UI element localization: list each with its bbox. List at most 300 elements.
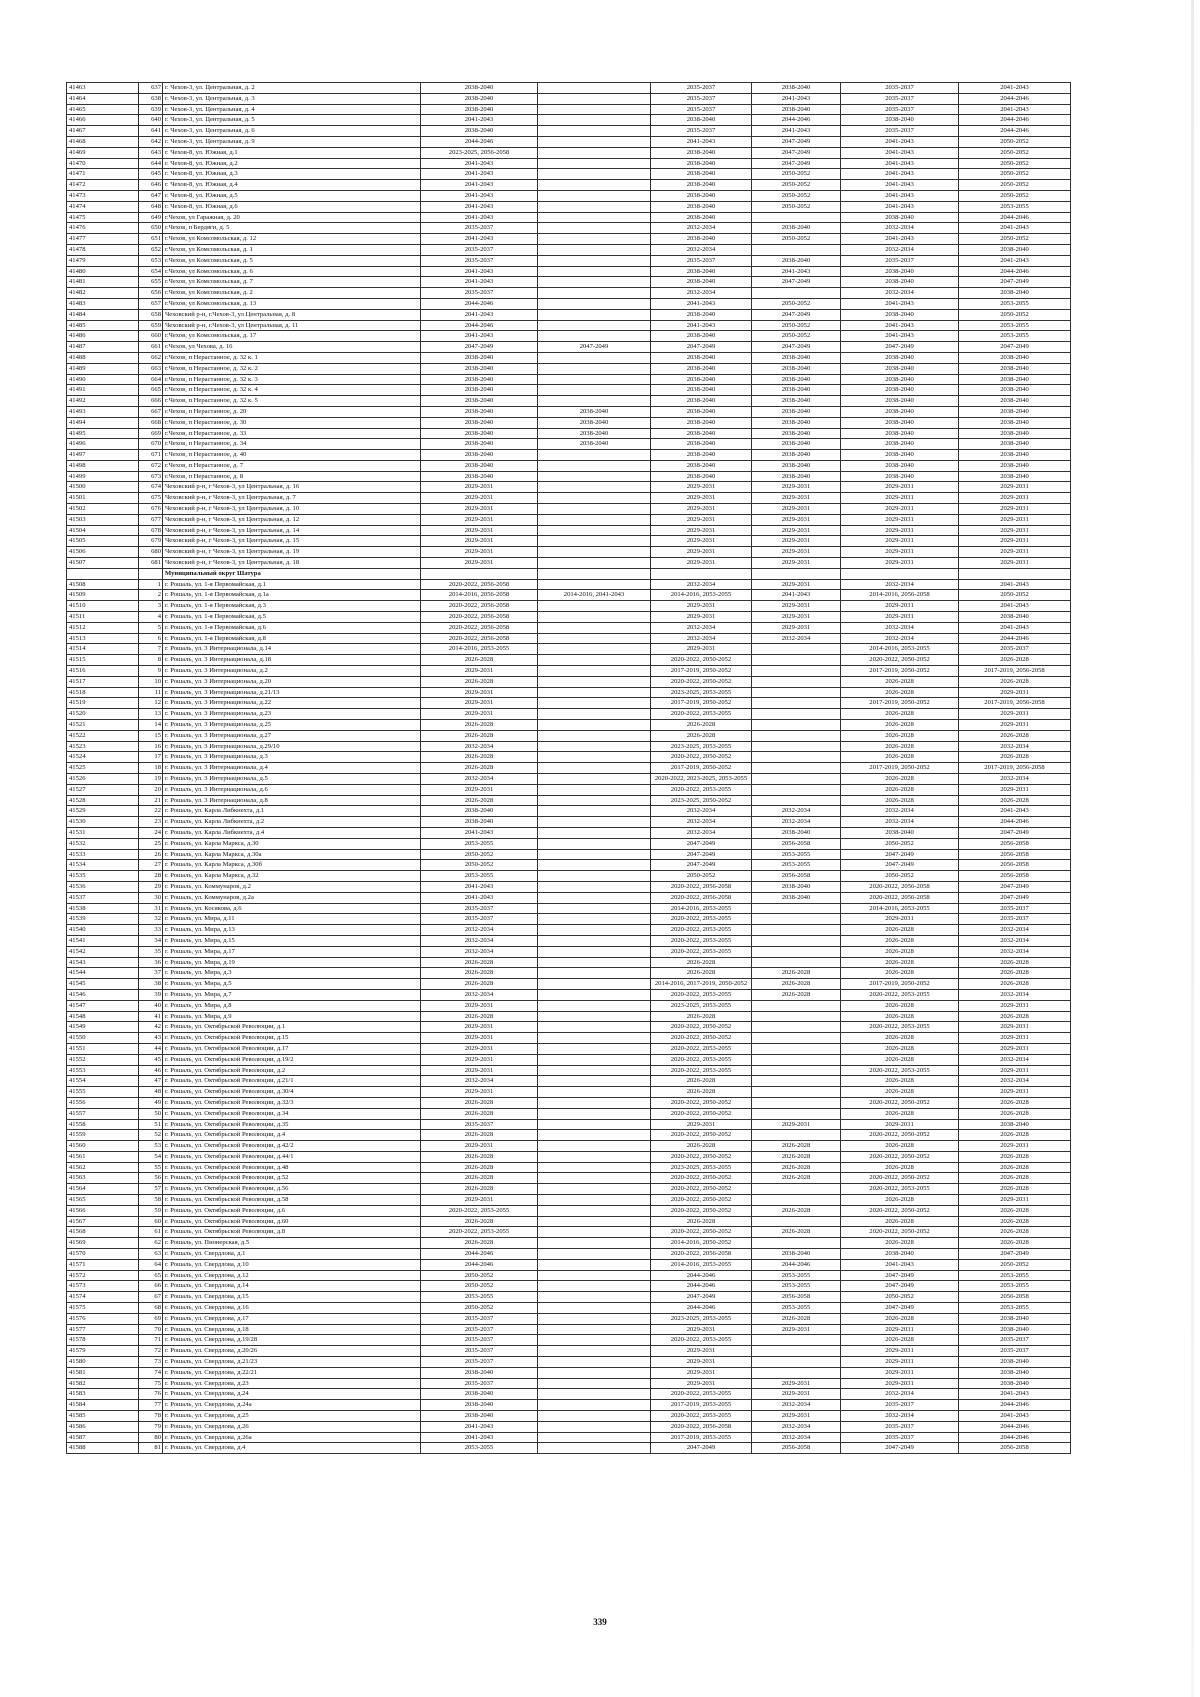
row-id-cell: 41473 <box>67 190 139 201</box>
period-col-3-cell: 2047-2049 <box>651 342 752 353</box>
period-col-6-cell: 2029-2031 <box>959 1087 1071 1098</box>
item-number-cell: 71 <box>139 1335 163 1346</box>
row-id-cell: 41513 <box>67 633 139 644</box>
period-col-3-cell: 2020-2022, 2053-2055 <box>651 1054 752 1065</box>
row-id-cell: 41545 <box>67 979 139 990</box>
item-number-cell: 651 <box>139 234 163 245</box>
period-col-4-cell: 2038-2040 <box>752 471 841 482</box>
period-col-4-cell: 2038-2040 <box>752 223 841 234</box>
period-col-1-cell: 2029-2031 <box>421 514 538 525</box>
address-cell: Чеховский р-н, г Чехов-3, ул Центральная, д. 12 <box>163 514 421 525</box>
period-col-2-cell <box>538 1367 651 1378</box>
period-col-3-cell: 2020-2022, 2050-2052 <box>651 1033 752 1044</box>
table-row <box>67 1216 1071 1227</box>
period-col-6-cell: 2038-2040 <box>959 396 1071 407</box>
period-col-5-cell: 2026-2028 <box>841 1195 959 1206</box>
item-number-cell: 55 <box>139 1162 163 1173</box>
period-col-2-cell <box>538 795 651 806</box>
period-col-2-cell <box>538 774 651 785</box>
row-id-cell: 41492 <box>67 396 139 407</box>
period-col-6-cell: 2035-2037 <box>959 903 1071 914</box>
period-col-1-cell: 2038-2040 <box>421 396 538 407</box>
item-number-cell: 675 <box>139 493 163 504</box>
period-col-1-cell: 2020-2022, 2056-2058 <box>421 579 538 590</box>
period-col-3-cell: 2032-2034 <box>651 288 752 299</box>
period-col-6-cell: 2038-2040 <box>959 1324 1071 1335</box>
period-col-2-cell <box>538 1421 651 1432</box>
period-col-5-cell: 2032-2034 <box>841 244 959 255</box>
item-number-cell: 58 <box>139 1195 163 1206</box>
period-col-2-cell <box>538 568 651 579</box>
period-col-3-cell: 2041-2043 <box>651 136 752 147</box>
item-number-cell: 32 <box>139 914 163 925</box>
period-col-2-cell <box>538 914 651 925</box>
table-row <box>67 1065 1071 1076</box>
period-col-5-cell: 2038-2040 <box>841 417 959 428</box>
item-number-cell: 13 <box>139 709 163 720</box>
period-col-5-cell: 2038-2040 <box>841 266 959 277</box>
period-col-1-cell: 2041-2043 <box>421 169 538 180</box>
table-row <box>67 1238 1071 1249</box>
period-col-5-cell: 2029-2031 <box>841 612 959 623</box>
row-id-cell: 41549 <box>67 1022 139 1033</box>
period-col-3-cell: 2032-2034 <box>651 223 752 234</box>
period-col-2-cell <box>538 838 651 849</box>
period-col-3-cell: 2020-2022, 2053-2055 <box>651 1043 752 1054</box>
period-col-6-cell: 2026-2028 <box>959 1227 1071 1238</box>
period-col-3-cell: 2026-2028 <box>651 1011 752 1022</box>
period-col-3-cell: 2038-2040 <box>651 352 752 363</box>
table-row <box>67 1313 1071 1324</box>
period-col-5-cell: 2029-2031 <box>841 1119 959 1130</box>
table-row <box>67 547 1071 558</box>
period-col-5-cell: 2032-2034 <box>841 633 959 644</box>
table-row <box>67 817 1071 828</box>
item-number-cell: 27 <box>139 860 163 871</box>
period-col-3-cell: 2038-2040 <box>651 417 752 428</box>
item-number-cell: 78 <box>139 1411 163 1422</box>
period-col-6-cell: 2026-2028 <box>959 1011 1071 1022</box>
table-row <box>67 352 1071 363</box>
table-row <box>67 169 1071 180</box>
item-number-cell: 639 <box>139 104 163 115</box>
table-row <box>67 1097 1071 1108</box>
item-number-cell: 64 <box>139 1259 163 1270</box>
item-number-cell: 659 <box>139 320 163 331</box>
table-row <box>67 1087 1071 1098</box>
row-id-cell: 41553 <box>67 1065 139 1076</box>
row-id-cell: 41487 <box>67 342 139 353</box>
period-col-1-cell: 2026-2028 <box>421 763 538 774</box>
period-col-3-cell: 2038-2040 <box>651 439 752 450</box>
period-col-3-cell: 2038-2040 <box>651 115 752 126</box>
period-col-1-cell: 2053-2055 <box>421 1443 538 1454</box>
address-cell: г. Рошаль, ул. 1-я Первомайская, д.3 <box>163 601 421 612</box>
period-col-4-cell <box>752 730 841 741</box>
address-cell: г. Рошаль, ул. Свердлова, д.24 <box>163 1389 421 1400</box>
table-row <box>67 158 1071 169</box>
period-col-2-cell <box>538 136 651 147</box>
table-row <box>67 1378 1071 1389</box>
table-row <box>67 1357 1071 1368</box>
row-id-cell: 41511 <box>67 612 139 623</box>
period-col-4-cell: 2029-2031 <box>752 547 841 558</box>
period-col-6-cell: 2044-2046 <box>959 817 1071 828</box>
address-cell: г. Рошаль, ул. Октябрьской Революции, д.35 <box>163 1119 421 1130</box>
period-col-5-cell: 2029-2031 <box>841 1324 959 1335</box>
period-col-4-cell: 2050-2052 <box>752 320 841 331</box>
period-col-6-cell: 2038-2040 <box>959 1367 1071 1378</box>
address-cell: г. Рошаль, ул. Мира, д.11 <box>163 914 421 925</box>
period-col-3-cell: 2020-2022, 2053-2055 <box>651 709 752 720</box>
period-col-1-cell: 2041-2043 <box>421 331 538 342</box>
period-col-3-cell: 2029-2031 <box>651 514 752 525</box>
period-col-2-cell <box>538 1022 651 1033</box>
period-col-1-cell: 2053-2055 <box>421 1292 538 1303</box>
period-col-1-cell: 2026-2028 <box>421 968 538 979</box>
period-col-4-cell: 2026-2028 <box>752 979 841 990</box>
address-cell: г. Рошаль, ул. Мира, д.9 <box>163 1011 421 1022</box>
period-col-2-cell <box>538 385 651 396</box>
period-col-3-cell: 2023-2025, 2053-2055 <box>651 741 752 752</box>
row-id-cell: 41565 <box>67 1195 139 1206</box>
period-col-3-cell: 2029-2031 <box>651 525 752 536</box>
row-id-cell: 41505 <box>67 536 139 547</box>
period-col-2-cell <box>538 1119 651 1130</box>
period-col-4-cell: 2029-2031 <box>752 1378 841 1389</box>
period-col-5-cell: 2047-2049 <box>841 1270 959 1281</box>
period-col-3-cell: 2032-2034 <box>651 806 752 817</box>
period-col-3-cell: 2035-2037 <box>651 93 752 104</box>
address-cell: г. Чехов-3, ул. Центральная, д. 9 <box>163 136 421 147</box>
period-col-3-cell: 2038-2040 <box>651 450 752 461</box>
table-row <box>67 989 1071 1000</box>
row-id-cell: 41556 <box>67 1097 139 1108</box>
period-col-6-cell: 2056-2058 <box>959 1443 1071 1454</box>
period-col-6-cell: 2053-2055 <box>959 298 1071 309</box>
item-number-cell: 674 <box>139 482 163 493</box>
period-col-2-cell <box>538 622 651 633</box>
period-col-6-cell: 2056-2058 <box>959 860 1071 871</box>
row-id-cell: 41547 <box>67 1000 139 1011</box>
period-col-2-cell <box>538 1357 651 1368</box>
table-row <box>67 644 1071 655</box>
item-number-cell: 18 <box>139 763 163 774</box>
row-id-cell: 41554 <box>67 1076 139 1087</box>
item-number-cell: 668 <box>139 417 163 428</box>
item-number-cell: 679 <box>139 536 163 547</box>
table-row <box>67 795 1071 806</box>
item-number-cell: 45 <box>139 1054 163 1065</box>
item-number-cell: 641 <box>139 126 163 137</box>
period-col-4-cell <box>752 752 841 763</box>
period-col-6-cell: 2044-2046 <box>959 93 1071 104</box>
table-row <box>67 1141 1071 1152</box>
period-col-6-cell: 2029-2031 <box>959 514 1071 525</box>
address-cell: г.Чехов, ул Комсомольская, д. 1 <box>163 244 421 255</box>
period-col-5-cell: 2038-2040 <box>841 439 959 450</box>
period-col-1-cell: 2038-2040 <box>421 83 538 94</box>
period-col-1-cell: 2026-2028 <box>421 979 538 990</box>
item-number-cell: 644 <box>139 158 163 169</box>
period-col-2-cell <box>538 1411 651 1422</box>
period-col-2-cell <box>538 396 651 407</box>
period-col-1-cell: 2020-2022, 2053-2055 <box>421 1227 538 1238</box>
period-col-3-cell: 2020-2022, 2050-2052 <box>651 1097 752 1108</box>
address-cell: г. Рошаль, ул. Свердлова, д.25 <box>163 1411 421 1422</box>
row-id-cell: 41478 <box>67 244 139 255</box>
period-col-4-cell: 2032-2034 <box>752 817 841 828</box>
address-cell: г. Рошаль, ул. Мира, д.7 <box>163 989 421 1000</box>
period-col-4-cell: 2038-2040 <box>752 439 841 450</box>
period-col-3-cell: 2020-2022, 2050-2052 <box>651 1227 752 1238</box>
address-cell: г. Рошаль, ул. Косякова, д.6 <box>163 903 421 914</box>
period-col-4-cell: 2029-2031 <box>752 525 841 536</box>
period-col-1-cell: 2044-2046 <box>421 1259 538 1270</box>
period-col-2-cell <box>538 223 651 234</box>
period-col-1-cell: 2026-2028 <box>421 752 538 763</box>
period-col-6-cell: 2038-2040 <box>959 1313 1071 1324</box>
item-number-cell: 657 <box>139 298 163 309</box>
table-row <box>67 493 1071 504</box>
period-col-6-cell: 2038-2040 <box>959 471 1071 482</box>
row-id-cell: 41543 <box>67 957 139 968</box>
period-col-5-cell: 2020-2022, 2050-2052 <box>841 1097 959 1108</box>
address-cell: г. Рошаль, ул. 3 Интернационала, д.23 <box>163 709 421 720</box>
row-id-cell: 41471 <box>67 169 139 180</box>
period-col-5-cell: 2026-2028 <box>841 730 959 741</box>
address-cell: г.Чехов, п Нерастанное, д. 7 <box>163 460 421 471</box>
period-col-2-cell <box>538 925 651 936</box>
period-col-4-cell: 2038-2040 <box>752 83 841 94</box>
row-id-cell: 41523 <box>67 741 139 752</box>
period-col-5-cell: 2041-2043 <box>841 136 959 147</box>
period-col-3-cell: 2017-2019, 2053-2055 <box>651 1432 752 1443</box>
period-col-1-cell: 2041-2043 <box>421 881 538 892</box>
item-number-cell: 8 <box>139 655 163 666</box>
period-col-4-cell: 2026-2028 <box>752 1173 841 1184</box>
period-col-5-cell: 2026-2028 <box>841 709 959 720</box>
address-cell: Чеховский р-н, г Чехов-3, ул Центральная, д. 19 <box>163 547 421 558</box>
address-cell: г.Чехов, ул Комсомольская, д. 12 <box>163 234 421 245</box>
item-number-cell: 6 <box>139 633 163 644</box>
period-col-2-cell <box>538 104 651 115</box>
period-col-5-cell: 2029-2031 <box>841 1346 959 1357</box>
table-row <box>67 363 1071 374</box>
period-col-5-cell: 2038-2040 <box>841 396 959 407</box>
period-col-6-cell: 2038-2040 <box>959 450 1071 461</box>
item-number-cell: 1 <box>139 579 163 590</box>
item-number-cell: 22 <box>139 806 163 817</box>
table-row <box>67 622 1071 633</box>
period-col-4-cell <box>752 644 841 655</box>
period-col-4-cell: 2047-2049 <box>752 309 841 320</box>
period-col-5-cell: 2038-2040 <box>841 406 959 417</box>
item-number-cell: 81 <box>139 1443 163 1454</box>
period-col-1-cell: 2029-2031 <box>421 784 538 795</box>
period-col-2-cell <box>538 698 651 709</box>
address-cell: г. Чехов-3, ул. Центральная, д. 3 <box>163 93 421 104</box>
period-col-4-cell <box>752 795 841 806</box>
period-col-5-cell: 2047-2049 <box>841 1303 959 1314</box>
period-col-1-cell: 2035-2037 <box>421 288 538 299</box>
period-col-1-cell: 2026-2028 <box>421 957 538 968</box>
address-cell: г. Рошаль, ул. Свердлова, д.16 <box>163 1303 421 1314</box>
period-col-5-cell: 2026-2028 <box>841 925 959 936</box>
period-col-6-cell: 2032-2034 <box>959 1076 1071 1087</box>
period-col-2-cell <box>538 935 651 946</box>
period-col-5-cell: 2038-2040 <box>841 309 959 320</box>
period-col-2-cell <box>538 320 651 331</box>
period-col-5-cell: 2029-2031 <box>841 525 959 536</box>
address-cell: г. Рошаль, ул. Свердлова, д.15 <box>163 1292 421 1303</box>
period-col-1-cell: 2038-2040 <box>421 417 538 428</box>
period-col-6-cell: 2041-2043 <box>959 104 1071 115</box>
row-id-cell: 41584 <box>67 1400 139 1411</box>
item-number-cell: 76 <box>139 1389 163 1400</box>
row-id-cell: 41568 <box>67 1227 139 1238</box>
period-col-4-cell <box>752 1097 841 1108</box>
period-col-3-cell: 2029-2031 <box>651 1378 752 1389</box>
address-cell: г. Рошаль, ул. Октябрьской Революции, д.60 <box>163 1216 421 1227</box>
item-number-cell: 14 <box>139 720 163 731</box>
table-row <box>67 1011 1071 1022</box>
table-row <box>67 406 1071 417</box>
period-col-1-cell: 2035-2037 <box>421 914 538 925</box>
address-cell: г. Чехов-3, ул. Центральная, д. 6 <box>163 126 421 137</box>
row-id-cell: 41475 <box>67 212 139 223</box>
period-col-5-cell: 2020-2022, 2050-2052 <box>841 1130 959 1141</box>
period-col-3-cell: 2020-2022, 2056-2058 <box>651 892 752 903</box>
row-id-cell: 41509 <box>67 590 139 601</box>
period-col-2-cell <box>538 374 651 385</box>
period-col-1-cell: 2053-2055 <box>421 871 538 882</box>
period-col-2-cell <box>538 1205 651 1216</box>
period-col-1-cell: 2050-2052 <box>421 1281 538 1292</box>
address-cell: г. Рошаль, ул. 3 Интернационала, д.4 <box>163 763 421 774</box>
item-number-cell: 49 <box>139 1097 163 1108</box>
period-col-4-cell: 2047-2049 <box>752 136 841 147</box>
period-col-5-cell: 2017-2019, 2050-2052 <box>841 763 959 774</box>
table-row <box>67 1043 1071 1054</box>
address-cell: г. Рошаль, ул. Свердлова, д.19/28 <box>163 1335 421 1346</box>
item-number-cell: 57 <box>139 1184 163 1195</box>
period-col-6-cell: 2029-2031 <box>959 1043 1071 1054</box>
period-col-2-cell <box>538 601 651 612</box>
period-col-4-cell: 2032-2034 <box>752 1400 841 1411</box>
period-col-3-cell: 2026-2028 <box>651 720 752 731</box>
address-cell: г. Рошаль, ул. Октябрьской Революции, д.34 <box>163 1108 421 1119</box>
period-col-1-cell: 2050-2052 <box>421 849 538 860</box>
period-col-1-cell: 2023-2025, 2056-2058 <box>421 147 538 158</box>
row-id-cell: 41503 <box>67 514 139 525</box>
period-col-1-cell: 2035-2037 <box>421 1324 538 1335</box>
period-col-2-cell <box>538 1108 651 1119</box>
period-col-1-cell: 2041-2043 <box>421 212 538 223</box>
period-col-6-cell: 2044-2046 <box>959 633 1071 644</box>
item-number-cell: 68 <box>139 1303 163 1314</box>
address-cell: г. Рошаль, ул. Свердлова, д.24а <box>163 1400 421 1411</box>
row-id-cell: 41542 <box>67 946 139 957</box>
period-col-1-cell: 2041-2043 <box>421 190 538 201</box>
address-cell: г.Чехов, п Нерастанное, д. 30 <box>163 417 421 428</box>
period-col-1-cell: 2035-2037 <box>421 903 538 914</box>
table-row <box>67 1389 1071 1400</box>
period-col-2-cell <box>538 277 651 288</box>
row-id-cell: 41587 <box>67 1432 139 1443</box>
period-col-1-cell: 2029-2031 <box>421 666 538 677</box>
period-col-5-cell: 2029-2031 <box>841 601 959 612</box>
period-col-2-cell <box>538 827 651 838</box>
item-number-cell: 3 <box>139 601 163 612</box>
period-col-5-cell: 2020-2022, 2050-2052 <box>841 1151 959 1162</box>
period-col-4-cell: 2029-2031 <box>752 504 841 515</box>
period-col-6-cell: 2041-2043 <box>959 579 1071 590</box>
period-col-3-cell: 2041-2043 <box>651 298 752 309</box>
address-cell: г. Рошаль, ул. Свердлова, д.23 <box>163 1378 421 1389</box>
period-col-5-cell: 2041-2043 <box>841 169 959 180</box>
item-number-cell: 63 <box>139 1249 163 1260</box>
address-cell: г. Рошаль, ул. Мира, д.3 <box>163 968 421 979</box>
period-col-2-cell <box>538 352 651 363</box>
address-cell: г. Рошаль, ул. Карла Маркса, д.32 <box>163 871 421 882</box>
period-col-4-cell: 2038-2040 <box>752 374 841 385</box>
period-col-4-cell: 2029-2031 <box>752 1119 841 1130</box>
table-row <box>67 860 1071 871</box>
period-col-2-cell <box>538 871 651 882</box>
period-col-5-cell: 2041-2043 <box>841 190 959 201</box>
period-col-2-cell <box>538 1000 651 1011</box>
period-col-3-cell: 2020-2022, 2050-2052 <box>651 1151 752 1162</box>
period-col-4-cell: 2047-2049 <box>752 158 841 169</box>
period-col-5-cell: 2029-2031 <box>841 547 959 558</box>
period-col-2-cell <box>538 525 651 536</box>
address-cell: г. Рошаль, ул. Свердлова, д.1 <box>163 1249 421 1260</box>
period-col-5-cell: 2014-2016, 2053-2055 <box>841 903 959 914</box>
period-col-2-cell <box>538 1335 651 1346</box>
period-col-4-cell <box>752 698 841 709</box>
period-col-3-cell: 2020-2022, 2056-2058 <box>651 1249 752 1260</box>
period-col-6-cell: 2053-2055 <box>959 1281 1071 1292</box>
period-col-5-cell: 2026-2028 <box>841 1108 959 1119</box>
address-cell: г. Рошаль, ул. Октябрьской Революции, д.48 <box>163 1162 421 1173</box>
period-col-6-cell: 2050-2052 <box>959 158 1071 169</box>
period-col-1-cell: 2038-2040 <box>421 1367 538 1378</box>
row-id-cell: 41572 <box>67 1270 139 1281</box>
period-col-3-cell: 2029-2031 <box>651 547 752 558</box>
period-col-6-cell: 2035-2037 <box>959 1346 1071 1357</box>
period-col-6-cell: 2032-2034 <box>959 946 1071 957</box>
period-col-6-cell: 2053-2055 <box>959 331 1071 342</box>
period-col-1-cell: 2035-2037 <box>421 223 538 234</box>
row-id-cell: 41490 <box>67 374 139 385</box>
item-number-cell: 52 <box>139 1130 163 1141</box>
period-col-1-cell: 2020-2022, 2056-2058 <box>421 633 538 644</box>
item-number-cell: 11 <box>139 687 163 698</box>
period-col-5-cell: 2029-2031 <box>841 482 959 493</box>
period-col-4-cell <box>752 1011 841 1022</box>
period-col-2-cell <box>538 903 651 914</box>
period-col-3-cell: 2020-2022, 2050-2052 <box>651 1173 752 1184</box>
period-col-3-cell: 2014-2016, 2017-2019, 2050-2052 <box>651 979 752 990</box>
period-col-6-cell: 2032-2034 <box>959 989 1071 1000</box>
period-col-4-cell: 2041-2043 <box>752 126 841 137</box>
period-col-3-cell: 2020-2022, 2053-2055 <box>651 1065 752 1076</box>
period-col-4-cell: 2041-2043 <box>752 266 841 277</box>
period-col-1-cell: 2029-2031 <box>421 558 538 569</box>
table-row <box>67 1335 1071 1346</box>
period-col-3-cell: 2017-2019, 2050-2052 <box>651 698 752 709</box>
